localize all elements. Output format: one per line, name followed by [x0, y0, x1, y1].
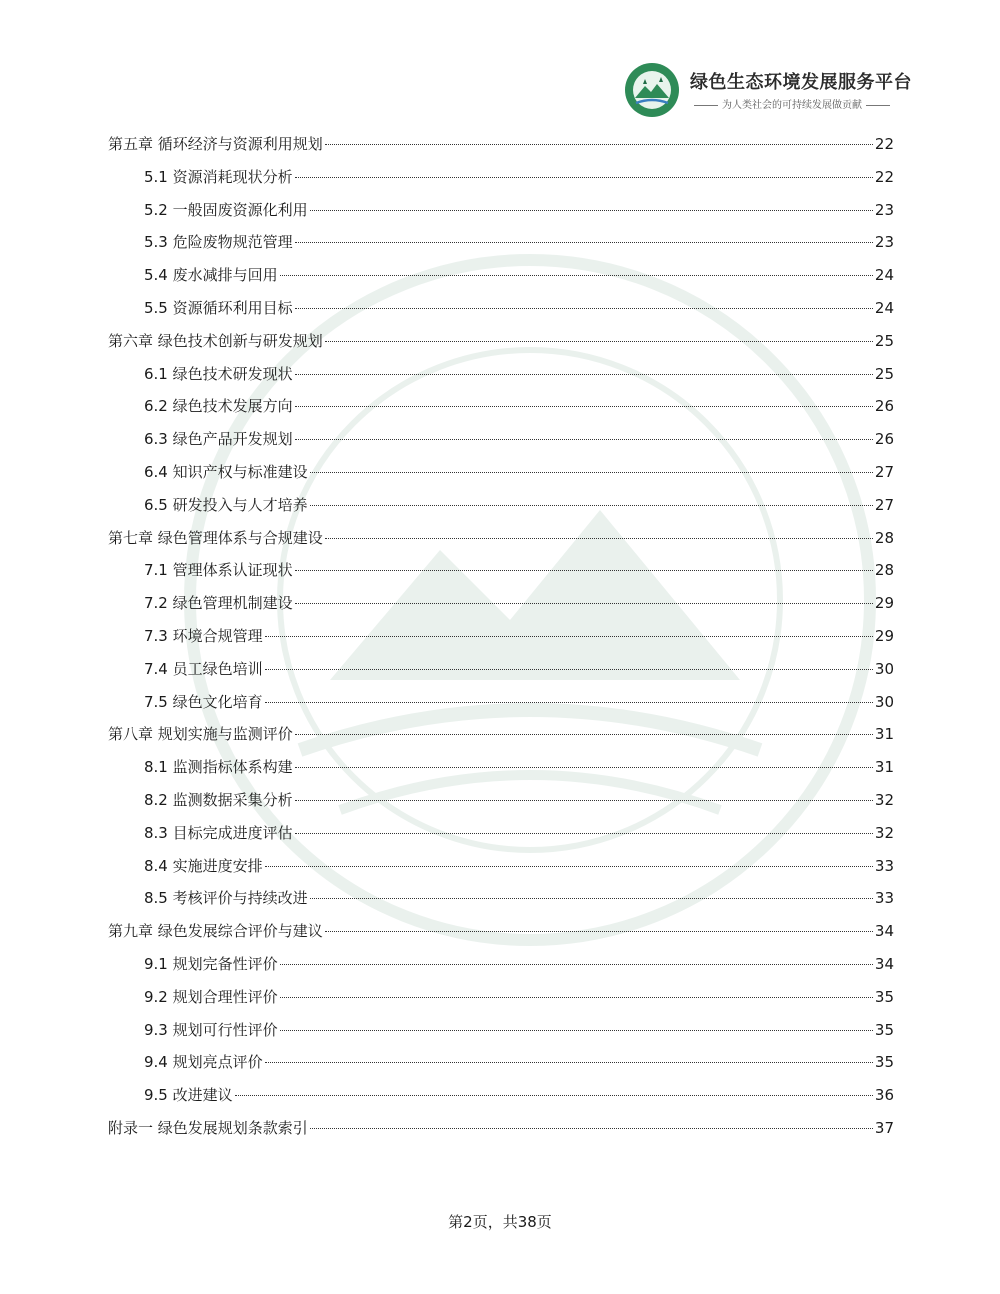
platform-logo: [624, 62, 680, 118]
brand-title: 绿色生态环境发展服务平台: [690, 72, 912, 93]
toc-entry-label: 7.2 绿色管理机制建设: [144, 594, 293, 613]
toc-section-entry[interactable]: [108, 850, 894, 883]
toc-chapter-entry[interactable]: [108, 915, 894, 948]
toc-entry-page: 35: [874, 1020, 894, 1039]
toc-entry-label: 8.3 目标完成进度评估: [144, 823, 293, 842]
toc-entry-page: 34: [874, 954, 894, 973]
toc-dot-leader: [295, 307, 873, 309]
toc-entry-label: 7.4 员工绿色培训: [144, 659, 263, 678]
toc-dot-leader: [295, 241, 873, 243]
toc-dot-leader: [325, 930, 873, 932]
toc-entry-page: 27: [874, 495, 894, 514]
toc-dot-leader: [265, 635, 873, 637]
toc-entry-label: 5.3 危险废物规范管理: [144, 233, 293, 252]
toc-section-entry[interactable]: [108, 456, 894, 489]
toc-entry-page: 26: [874, 397, 894, 416]
toc-entry-label: 5.1 资源消耗现状分析: [144, 167, 293, 186]
toc-entry-label: 9.3 规划可行性评价: [144, 1020, 278, 1039]
toc-entry-label: 6.5 研发投入与人才培养: [144, 495, 308, 514]
toc-entry-label: 9.1 规划完备性评价: [144, 954, 278, 973]
toc-chapter-entry[interactable]: [108, 522, 894, 555]
toc-dot-leader: [310, 504, 873, 506]
toc-dot-leader: [265, 1061, 873, 1063]
toc-section-entry[interactable]: [108, 784, 894, 817]
toc-dot-leader: [295, 733, 873, 735]
toc-entry-page: 29: [874, 594, 894, 613]
toc-entry-page: 28: [874, 528, 894, 547]
toc-dot-leader: [295, 602, 873, 604]
toc-chapter-entry[interactable]: [108, 718, 894, 751]
toc-entry-label: 附录一 绿色发展规划条款索引: [108, 1118, 308, 1137]
toc-entry-page: 32: [874, 823, 894, 842]
toc-dot-leader: [295, 405, 873, 407]
toc-entry-page: 23: [874, 233, 894, 252]
toc-dot-leader: [295, 766, 873, 768]
toc-section-entry[interactable]: [108, 554, 894, 587]
toc-entry-label: 第六章 绿色技术创新与研发规划: [108, 331, 323, 350]
toc-entry-page: 28: [874, 561, 894, 580]
toc-chapter-entry[interactable]: [108, 128, 894, 161]
toc-entry-label: 9.4 规划亮点评价: [144, 1053, 263, 1072]
toc-entry-label: 9.2 规划合理性评价: [144, 987, 278, 1006]
header: [624, 62, 912, 118]
toc-entry-page: 26: [874, 430, 894, 449]
toc-section-entry[interactable]: [108, 259, 894, 292]
toc-section-entry[interactable]: [108, 489, 894, 522]
toc-section-entry[interactable]: [108, 653, 894, 686]
toc-section-entry[interactable]: [108, 1046, 894, 1079]
toc-entry-label: 第八章 规划实施与监测评价: [108, 725, 293, 744]
toc-chapter-entry[interactable]: [108, 325, 894, 358]
toc-entry-page: 34: [874, 922, 894, 941]
toc-entry-page: 31: [874, 758, 894, 777]
brand-slogan: 为人类社会的可持续发展做贡献: [688, 96, 896, 111]
toc-dot-leader: [265, 865, 873, 867]
toc-dot-leader: [310, 471, 873, 473]
toc-dot-leader: [295, 373, 873, 375]
toc-entry-label: 6.4 知识产权与标准建设: [144, 462, 308, 481]
toc-dot-leader: [280, 996, 873, 998]
toc-dot-leader: [295, 176, 873, 178]
toc-entry-label: 8.1 监测指标体系构建: [144, 758, 293, 777]
toc-dot-leader: [295, 799, 873, 801]
toc-dot-leader: [310, 1127, 873, 1129]
toc-section-entry[interactable]: [108, 1079, 894, 1112]
page-indicator: 第2页，共38页: [448, 1213, 552, 1231]
toc-entry-page: 23: [874, 200, 894, 219]
toc-entry-page: 33: [874, 889, 894, 908]
toc-entry-page: 24: [874, 266, 894, 285]
toc-section-entry[interactable]: [108, 817, 894, 850]
toc-entry-label: 第五章 循环经济与资源利用规划: [108, 135, 323, 153]
toc-section-entry[interactable]: [108, 423, 894, 456]
toc-entry-page: 30: [874, 659, 894, 678]
toc-entry-label: 7.5 绿色文化培育: [144, 692, 263, 711]
toc-entry-label: 5.4 废水减排与回用: [144, 266, 278, 285]
toc-dot-leader: [295, 569, 873, 571]
toc-section-entry[interactable]: [108, 161, 894, 194]
toc-entry-page: 35: [874, 1053, 894, 1072]
toc-entry-page: 25: [874, 331, 894, 350]
toc-dot-leader: [280, 1029, 873, 1031]
toc-section-entry[interactable]: [108, 1014, 894, 1047]
toc-section-entry[interactable]: [108, 390, 894, 423]
toc-dot-leader: [325, 340, 873, 342]
toc-dot-leader: [310, 897, 873, 899]
toc-entry-label: 6.3 绿色产品开发规划: [144, 430, 293, 449]
toc-dot-leader: [325, 143, 873, 145]
toc-section-entry[interactable]: [108, 948, 894, 981]
toc-section-entry[interactable]: [108, 587, 894, 620]
toc-entry-page: 22: [874, 167, 894, 186]
toc-dot-leader: [295, 832, 873, 834]
toc-dot-leader: [265, 668, 873, 670]
toc-entry-page: 35: [874, 987, 894, 1006]
toc-entry-label: 第九章 绿色发展综合评价与建议: [108, 922, 323, 941]
toc-entry-page: 22: [874, 135, 894, 153]
toc-entry-page: 30: [874, 692, 894, 711]
toc-entry-page: 29: [874, 626, 894, 645]
toc-entry-label: 9.5 改进建议: [144, 1086, 233, 1105]
toc-section-entry[interactable]: [108, 194, 894, 227]
toc-dot-leader: [265, 701, 873, 703]
toc-entry-page: 32: [874, 790, 894, 809]
toc-entry-page: 24: [874, 298, 894, 317]
toc-section-entry[interactable]: [108, 882, 894, 915]
toc-entry-label: 5.5 资源循环利用目标: [144, 298, 293, 317]
toc-dot-leader: [280, 274, 873, 276]
toc-section-entry[interactable]: [108, 292, 894, 325]
toc-section-entry[interactable]: [108, 686, 894, 719]
toc-entry-label: 7.3 环境合规管理: [144, 626, 263, 645]
toc-dot-leader: [325, 537, 873, 539]
toc-entry-page: 37: [874, 1118, 894, 1137]
toc-entry-label: 8.4 实施进度安排: [144, 856, 263, 875]
toc-entry-page: 25: [874, 364, 894, 383]
toc-dot-leader: [235, 1094, 873, 1096]
toc-entry-label: 6.2 绿色技术发展方向: [144, 397, 293, 416]
toc-entry-label: 5.2 一般固废资源化利用: [144, 200, 308, 219]
toc-dot-leader: [280, 963, 873, 965]
toc-section-entry[interactable]: [108, 620, 894, 653]
toc-dot-leader: [295, 438, 873, 440]
toc-entry-label: 8.2 监测数据采集分析: [144, 790, 293, 809]
toc-chapter-entry[interactable]: [108, 1112, 894, 1145]
toc-entry-label: 7.1 管理体系认证现状: [144, 561, 293, 580]
toc-section-entry[interactable]: [108, 226, 894, 259]
toc-entry-page: 36: [874, 1086, 894, 1105]
toc-entry-label: 8.5 考核评价与持续改进: [144, 889, 308, 908]
toc-entry-page: 31: [874, 725, 894, 744]
toc-section-entry[interactable]: [108, 751, 894, 784]
toc-entry-label: 6.1 绿色技术研发现状: [144, 364, 293, 383]
toc-section-entry[interactable]: [108, 358, 894, 391]
toc-section-entry[interactable]: [108, 981, 894, 1014]
toc-dot-leader: [310, 209, 873, 211]
toc-entry-label: 第七章 绿色管理体系与合规建设: [108, 528, 323, 547]
toc-entry-page: 27: [874, 462, 894, 481]
table-of-contents: [108, 128, 894, 1145]
toc-entry-page: 33: [874, 856, 894, 875]
